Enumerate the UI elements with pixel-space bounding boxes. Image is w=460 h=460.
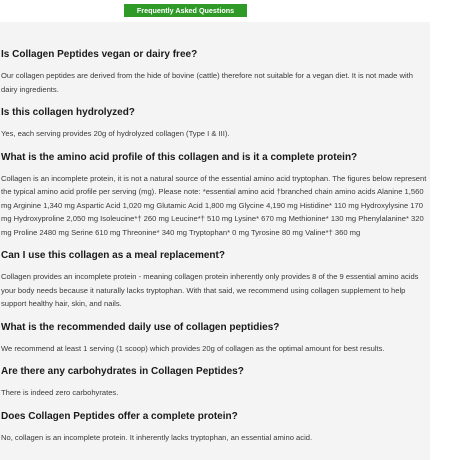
faq-item-complete-protein bbox=[1, 410, 429, 445]
faq-answer: No, collagen is an incomplete protein. It inherently lacks tryptophan, an essential amino acid. bbox=[1, 432, 313, 442]
faq-answer: Collagen provides an incomplete protein - meaning collagen protein inherently only provides 8 of the 9 essential amino acids your body needs because it naturally lacks tryptophan. With that said, we recommend using collagen supplement to help support healthy hair, skin, and nails. bbox=[1, 272, 419, 308]
faq-item-amino-profile bbox=[1, 151, 429, 250]
faq-answer: Yes, each serving provides 20g of hydrolyzed collagen (Type I & III). bbox=[1, 129, 230, 138]
faq-question: Does Collagen Peptides offer a complete protein? bbox=[1, 410, 238, 422]
faq-question: Is this collagen hydrolyzed? bbox=[1, 107, 135, 118]
faq-list bbox=[1, 48, 429, 444]
faq-question: Can I use this collagen as a meal replacement? bbox=[1, 250, 225, 261]
faq-question: What is the recommended daily use of collagen peptidies? bbox=[1, 321, 280, 333]
faq-header-banner: Frequently Asked Questions bbox=[124, 4, 247, 17]
faq-question: What is the amino acid profile of this collagen and is it a complete protein? bbox=[1, 151, 358, 163]
faq-answer: Our collagen peptides are derived from the hide of bovine (cattle) therefore not suitable for a vegan diet. It is not made with dairy ingredients. bbox=[1, 71, 413, 94]
faq-answer: Collagen is an incomplete protein, it is not a natural source of the essential amino acid tryptophan. The figures below represent the typical amino acid profile per serving (mg). Please note: *essential amino acid †branched chain amino acids Alanine 1,560 mg Arginine 1,340 mg Aspartic Acid 1,020 mg Glutamic Acid 1,800 mg Glycine 4,190 mg Histidine* 110 mg Hydroxylysine 170 mg Hydroxyproline 2,050 mg Isoleucine*† 260 mg Leucine*† 510 mg Lysine* 670 mg Methionine* 130 mg Phenylalanine* 320 mg Proline 2480 mg Serine 610 mg Threonine* 340 mg Tryptophan* 0 mg Tyrosine 80 mg Valine*† 360 mg bbox=[1, 173, 427, 237]
faq-panel bbox=[0, 22, 430, 460]
faq-item-daily-use bbox=[1, 321, 429, 366]
faq-question: Are there any carbohydrates in Collagen Peptides? bbox=[1, 366, 244, 377]
faq-item-meal-replacement bbox=[1, 249, 429, 321]
faq-item-vegan bbox=[1, 48, 429, 106]
faq-answer: We recommend at least 1 serving (1 scoop) which provides 20g of collagen as the optimal amount for best results. bbox=[1, 343, 385, 353]
faq-item-carbohydrates bbox=[1, 365, 429, 410]
faq-answer: There is indeed zero carbohyrates. bbox=[1, 388, 119, 397]
faq-question: Is Collagen Peptides vegan or dairy free? bbox=[1, 49, 198, 60]
faq-item-hydrolyzed bbox=[1, 106, 429, 151]
